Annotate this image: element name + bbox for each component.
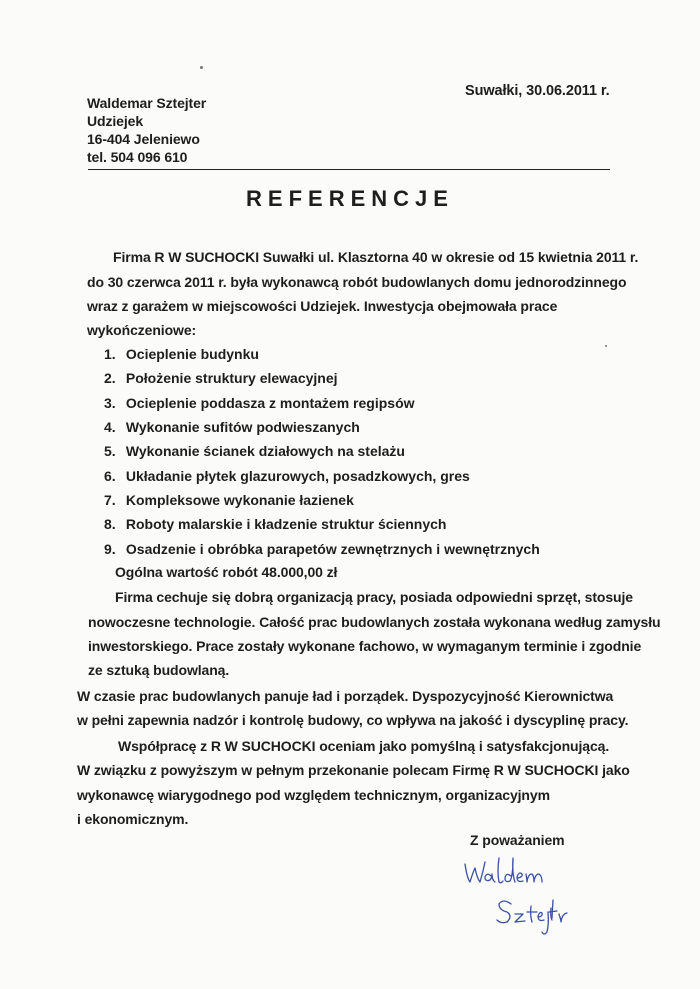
closing-salutation: Z poważaniem bbox=[470, 832, 565, 848]
list-item-text: Położenie struktury elewacyjnej bbox=[125, 370, 338, 386]
list-item-number: 9. bbox=[104, 540, 116, 557]
list-item-number: 6. bbox=[104, 467, 116, 484]
list-item bbox=[104, 492, 354, 509]
list-item-number: 2. bbox=[104, 370, 116, 386]
list-item-text: Wykonanie ścianek działowych na stelażu bbox=[125, 443, 405, 459]
paper-speck bbox=[605, 345, 607, 347]
document-title: REFERENCJE bbox=[246, 186, 454, 211]
list-item-text: Ocieplenie poddasza z montażem regipsów bbox=[125, 394, 415, 411]
list-item-text: Osadzenie i obróbka parapetów zewnętrznych i wewnętrznych bbox=[125, 540, 540, 557]
header-divider bbox=[88, 169, 610, 170]
list-item bbox=[104, 346, 259, 363]
sender-postal-code: 16-404 Jeleniewo bbox=[87, 131, 200, 147]
list-item bbox=[104, 395, 415, 412]
list-item bbox=[104, 419, 360, 436]
firm-paragraph-line-3: inwestorskiego. Prace zostały wykonane fachowo, w wymaganym terminie i zgodnie bbox=[88, 638, 642, 654]
intro-line-2: do 30 czerwca 2011 r. była wykonawcą robót budowlanych domu jednorodzinnego bbox=[87, 274, 627, 290]
intro-line-1: Firma R W SUCHOCKI Suwałki ul. Klasztorna 40 w okresie od 15 kwietnia 2011 r. bbox=[113, 249, 639, 265]
firm-paragraph-line-4: ze sztuką budowlaną. bbox=[88, 662, 230, 678]
list-item-number: 8. bbox=[104, 516, 116, 532]
intro-line-4: wykończeniowe: bbox=[87, 322, 197, 338]
list-item-number: 3. bbox=[104, 394, 116, 411]
list-item-text: Wykonanie sufitów podwieszanych bbox=[125, 419, 360, 435]
firm-paragraph-line-2: nowoczesne technologie. Całość prac budowlanych została wykonana według zamysłu bbox=[88, 614, 661, 630]
list-item bbox=[104, 468, 470, 485]
list-item bbox=[104, 516, 446, 533]
firm-paragraph-line-1: Firma cechuje się dobrą organizacją pracy, posiada odpowiedni sprzęt, stosuje bbox=[115, 589, 633, 605]
sender-name: Waldemar Sztejter bbox=[87, 95, 207, 111]
list-item bbox=[104, 443, 405, 460]
order-paragraph-line-1: W czasie prac budowlanych panuje ład i porządek. Dyspozycyjność Kierownictwa bbox=[77, 688, 614, 704]
list-item bbox=[104, 541, 540, 558]
sender-phone: tel. 504 096 610 bbox=[87, 149, 188, 165]
list-item-text: Kompleksowe wykonanie łazienek bbox=[125, 492, 354, 508]
recommendation-line-2: wykonawcę wiarygodnego pod względem technicznym, organizacyjnym bbox=[77, 787, 550, 803]
list-item-text: Układanie płytek glazurowych, posadzkowych, gres bbox=[125, 467, 470, 484]
sender-village: Udziejek bbox=[87, 113, 143, 129]
list-item-text: Ocieplenie budynku bbox=[125, 346, 259, 362]
paper-speck bbox=[200, 66, 203, 69]
list-item bbox=[104, 370, 338, 387]
list-item-number: 4. bbox=[104, 419, 116, 435]
list-item-text: Roboty malarskie i kładzenie struktur ściennych bbox=[125, 516, 447, 532]
total-value: Ogólna wartość robót 48.000,00 zł bbox=[115, 564, 338, 580]
cooperation-statement: Współpracę z R W SUCHOCKI oceniam jako pomyślną i satysfakcjonującą. bbox=[118, 738, 610, 754]
letter-date: Suwałki, 30.06.2011 r. bbox=[465, 83, 610, 99]
order-paragraph-line-2: w pełni zapewnia nadzór i kontrolę budowy, co wpływa na jakość i dyscyplinę pracy. bbox=[77, 712, 629, 728]
list-item-number: 7. bbox=[104, 492, 116, 508]
handwritten-signature bbox=[455, 850, 595, 940]
recommendation-line-3: i ekonomicznym. bbox=[77, 811, 189, 827]
list-item-number: 1. bbox=[104, 346, 116, 362]
sender-address-block bbox=[87, 94, 206, 166]
recommendation-line-1: W związku z powyższym w pełnym przekonanie polecam Firmę R W SUCHOCKI jako bbox=[77, 762, 630, 778]
intro-line-3: wraz z garażem w miejscowości Udziejek. Inwestycja obejmowała prace bbox=[87, 298, 558, 314]
list-item-number: 5. bbox=[104, 443, 116, 459]
